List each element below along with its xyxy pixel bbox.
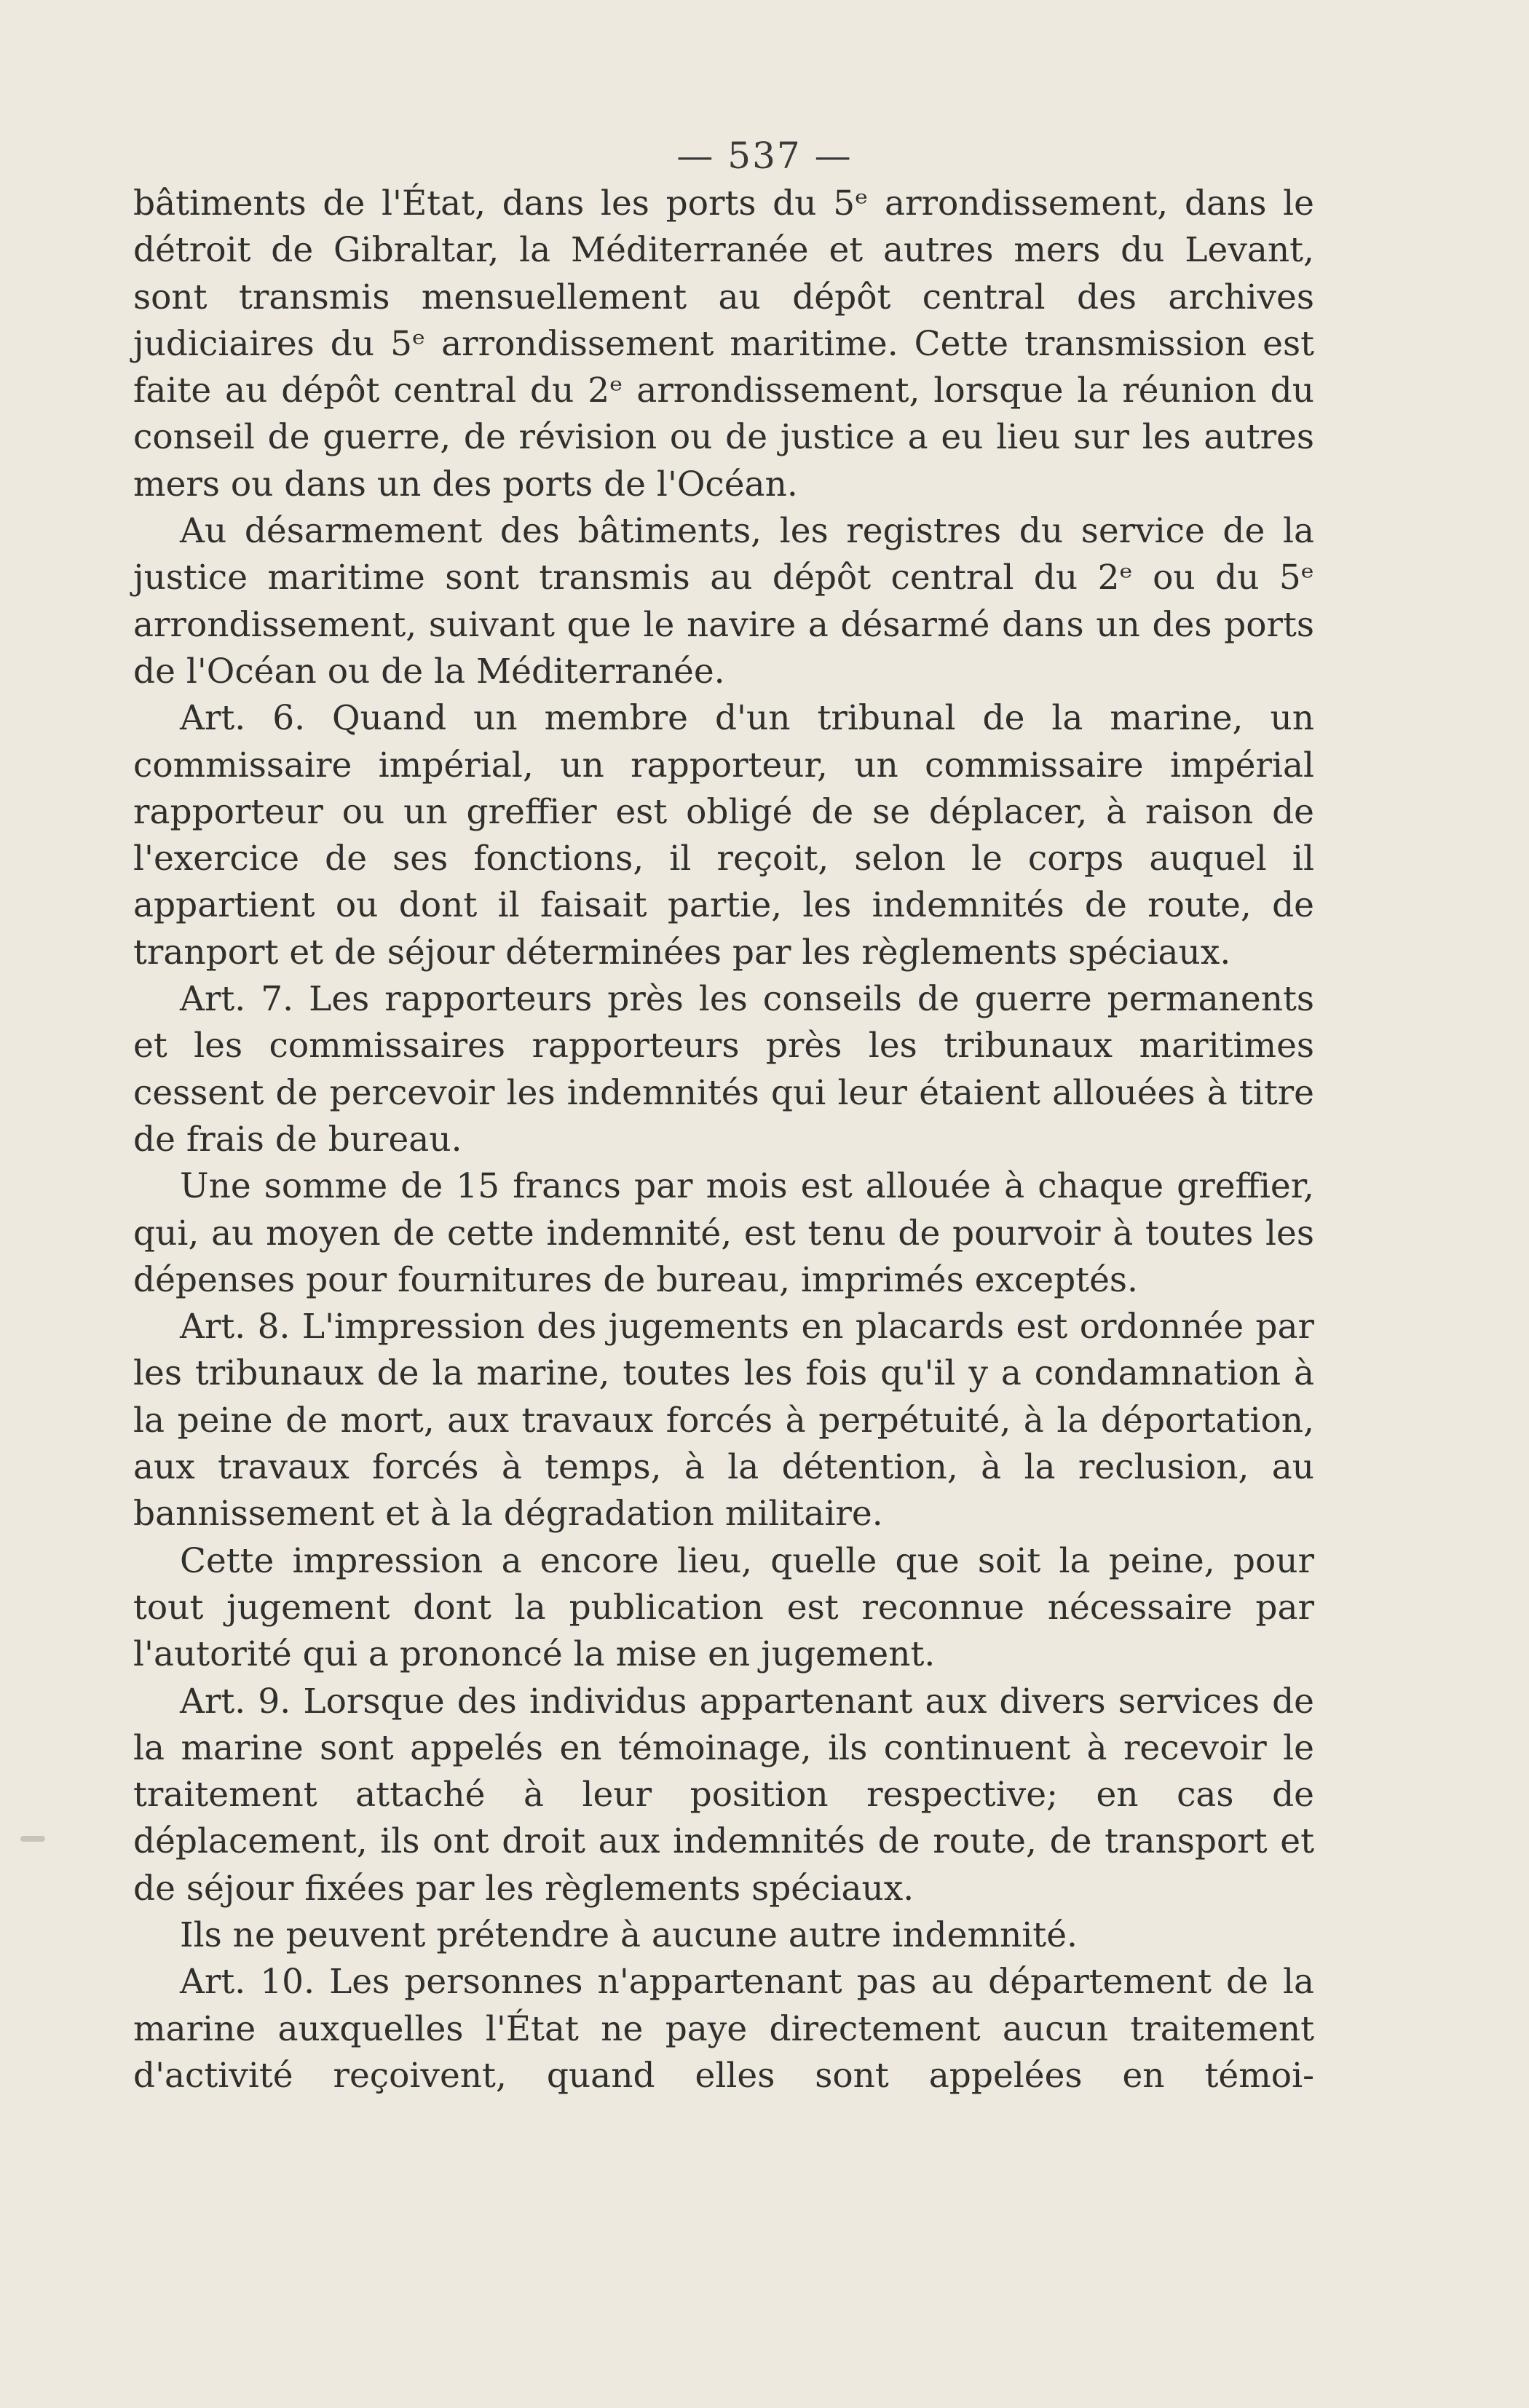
paragraph: Art. 8. L'impression des jugements en placards est ordonnée par les tribunaux de la marine, toutes les fois qu'il y a condamnation à la peine de mort, aux travaux forcés à perpétuité, à la déportation, aux travaux forcés à temps, à la détention, à la reclusion, au bannissement et à la dégradation militaire. bbox=[133, 1307, 1314, 1534]
margin-smudge bbox=[20, 1836, 45, 1842]
paragraph: bâtiments de l'État, dans les ports du 5ᵉ arrondissement, dans le détroit de Gibraltar, la Méditerranée et autres mers du Levant, sont transmis mensuellement au dépôt central des archives judiciaires du 5ᵉ arrondissement maritime. Cette transmission est faite au dépôt central du 2ᵉ arrondissement, lorsque la réunion du conseil de guerre, de révision ou de justice a eu lieu sur les autres mers ou dans un des ports de l'Océan. bbox=[133, 183, 1314, 504]
paragraph: Art. 7. Les rapporteurs près les conseils de guerre permanents et les commissaires rapporteurs près les tribunaux maritimes cessent de percevoir les indemnités qui leur étaient allouées à titre de frais de bureau. bbox=[133, 979, 1314, 1160]
paragraph: Ils ne peuvent prétendre à aucune autre indemnité. bbox=[180, 1914, 1078, 1955]
paragraph: Au désarmement des bâtiments, les registres du service de la justice maritime sont transmis au dépôt central du 2ᵉ ou du 5ᵉ arrondissement, suivant que le navire a désarmé dans un des ports de l'Océan ou de la Méditerranée. bbox=[133, 511, 1314, 692]
paragraph: Art. 10. Les personnes n'appartenant pas au département de la marine auxquelles l'État ne paye directement aucun traitement d'activité reçoivent, quand elles sont appelées en témoi- bbox=[133, 1962, 1314, 2096]
paragraph: Art. 9. Lorsque des individus appartenant aux divers services de la marine sont appelés en témoinage, ils continuent à recevoir le traitement attaché à leur position respective; en cas de déplacement, ils ont droit aux indemnités de route, de transport et de séjour fixées par les règlements spéciaux. bbox=[133, 1681, 1314, 1909]
paragraph: Art. 6. Quand un membre d'un tribunal de la marine, un commissaire impérial, un rapporteur, un commissaire impérial rapporteur ou un greffier est obligé de se déplacer, à raison de l'exercice de ses fonctions, il reçoit, selon le corps auquel il appartient ou dont il faisait partie, les indemnités de route, de tranport et de séjour déterminées par les règlements spéciaux. bbox=[133, 698, 1314, 973]
page-number: — 537 — bbox=[676, 135, 853, 177]
paragraph: Une somme de 15 francs par mois est allouée à chaque greffier, qui, au moyen de cette indemnité, est tenu de pourvoir à toutes les dépenses pour fournitures de bureau, imprimés exceptés. bbox=[133, 1166, 1314, 1300]
body-text bbox=[133, 181, 1314, 2099]
paragraph: Cette impression a encore lieu, quelle que soit la peine, pour tout jugement dont la publication est reconnue nécessaire par l'autorité qui a prononcé la mise en jugement. bbox=[133, 1540, 1314, 1675]
